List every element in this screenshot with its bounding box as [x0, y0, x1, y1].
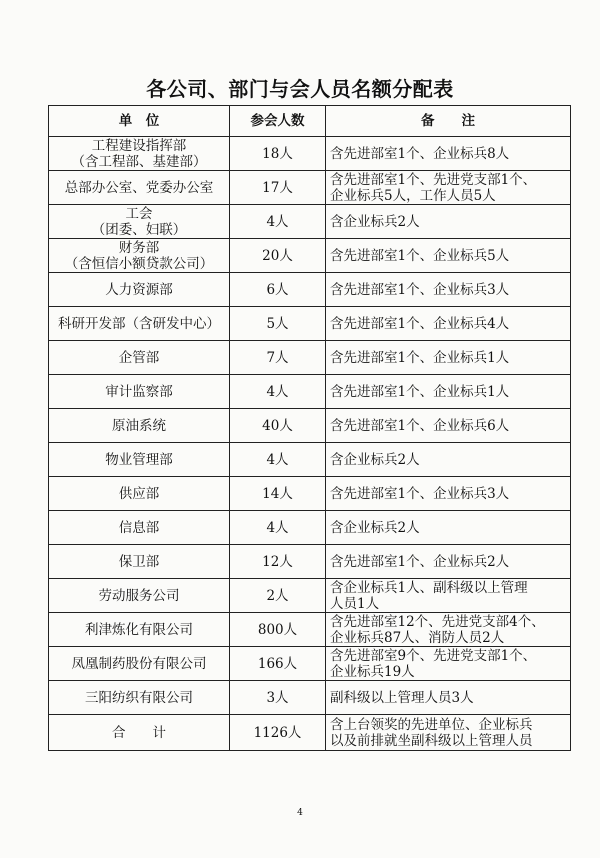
count-cell: 800人: [230, 613, 326, 647]
count-cell: 166人: [230, 647, 326, 681]
note-cell-line: 含先进部室1个、企业标兵1人: [330, 383, 510, 400]
unit-cell: [49, 477, 230, 511]
note-cell-line: 企业标兵19人: [330, 663, 415, 680]
unit-cell: [49, 239, 230, 273]
count-cell: 20人: [230, 239, 326, 273]
note-cell: [326, 137, 571, 171]
table-row: [49, 579, 571, 613]
total-note: [326, 715, 571, 751]
count-cell: 7人: [230, 341, 326, 375]
count-cell: 14人: [230, 477, 326, 511]
note-cell-line: 含先进部室1个、先进党支部1个、: [330, 171, 537, 188]
note-cell: [326, 273, 571, 307]
unit-cell-line: （含恒信小额贷款公司）: [64, 255, 214, 272]
table-row: [49, 511, 571, 545]
table-body: [49, 137, 571, 751]
unit-cell: [49, 375, 230, 409]
unit-cell: [49, 171, 230, 205]
unit-cell-line: 企管部: [118, 349, 160, 366]
table-row: [49, 239, 571, 273]
unit-cell-line: 总部办公室、党委办公室: [64, 179, 214, 196]
unit-cell-line: 凤凰制药股份有限公司: [71, 655, 207, 672]
count-cell: 4人: [230, 375, 326, 409]
unit-cell: [49, 613, 230, 647]
table-row: [49, 205, 571, 239]
unit-cell: [49, 307, 230, 341]
note-cell: [326, 341, 571, 375]
header-count: 参会人数: [230, 106, 326, 137]
unit-cell-line: 人力资源部: [105, 281, 173, 298]
count-cell: 12人: [230, 545, 326, 579]
note-cell-line: 含先进部室1个、企业标兵2人: [330, 553, 510, 570]
count-cell: 3人: [230, 681, 326, 715]
table-row: [49, 273, 571, 307]
unit-cell-line: 利津炼化有限公司: [85, 621, 193, 638]
unit-cell: [49, 443, 230, 477]
table-row: [49, 341, 571, 375]
unit-cell: [49, 137, 230, 171]
total-note-line: 含上台领奖的先进单位、企业标兵: [330, 716, 533, 733]
note-cell: [326, 307, 571, 341]
table-row: [49, 443, 571, 477]
note-cell: [326, 681, 571, 715]
note-cell: [326, 239, 571, 273]
unit-cell: [49, 545, 230, 579]
note-cell: [326, 647, 571, 681]
note-cell: [326, 511, 571, 545]
table-row: [49, 613, 571, 647]
header-row: [49, 106, 571, 137]
note-cell-line: 含先进部室1个、企业标兵3人: [330, 485, 510, 502]
unit-cell: [49, 647, 230, 681]
unit-cell-line: 原油系统: [112, 417, 166, 434]
unit-cell-line: （团委、妇联）: [91, 221, 187, 238]
page-number: 4: [297, 808, 303, 818]
note-cell: [326, 375, 571, 409]
unit-cell: [49, 409, 230, 443]
unit-cell-line: 劳动服务公司: [98, 587, 180, 604]
note-cell: [326, 477, 571, 511]
table-row: [49, 681, 571, 715]
unit-cell-line: 工程建设指挥部: [91, 137, 187, 154]
note-cell-line: 含先进部室1个、企业标兵1人: [330, 349, 510, 366]
note-cell-line: 含先进部室1个、企业标兵5人: [330, 247, 510, 264]
note-cell-line: 企业标兵5人，工作人员5人: [330, 187, 496, 204]
note-cell: [326, 545, 571, 579]
note-cell-line: 含企业标兵2人: [330, 451, 420, 468]
unit-cell: [49, 511, 230, 545]
total-row: [49, 715, 571, 751]
header-note: 备 注: [326, 106, 571, 137]
unit-cell: [49, 681, 230, 715]
note-cell-line: 含先进部室1个、企业标兵6人: [330, 417, 510, 434]
unit-cell-line: 财务部: [118, 239, 160, 256]
count-cell: 4人: [230, 205, 326, 239]
note-cell-line: 含企业标兵2人: [330, 519, 420, 536]
unit-cell-line: 三阳纺织有限公司: [85, 689, 193, 706]
note-cell: [326, 579, 571, 613]
total-label: 合 计: [49, 715, 230, 751]
unit-cell-line: 保卫部: [118, 553, 160, 570]
table-row: [49, 545, 571, 579]
unit-cell-line: 工会: [125, 205, 153, 222]
count-cell: 4人: [230, 511, 326, 545]
unit-cell-line: 物业管理部: [105, 451, 173, 468]
unit-cell-line: （含工程部、基建部）: [71, 153, 207, 170]
count-cell: 4人: [230, 443, 326, 477]
count-cell: 17人: [230, 171, 326, 205]
note-cell-line: 含先进部室12个、先进党支部4个、: [330, 613, 545, 630]
table-row: [49, 409, 571, 443]
note-cell-line: 含先进部室1个、企业标兵4人: [330, 315, 510, 332]
table-row: [49, 307, 571, 341]
header-unit: 单 位: [49, 106, 230, 137]
note-cell-line: 含企业标兵1人、副科级以上管理: [330, 579, 528, 596]
note-cell-line: 含先进部室1个、企业标兵3人: [330, 281, 510, 298]
note-cell: [326, 613, 571, 647]
table-row: [49, 477, 571, 511]
count-cell: 6人: [230, 273, 326, 307]
count-cell: 5人: [230, 307, 326, 341]
count-cell: 2人: [230, 579, 326, 613]
unit-cell-line: 科研开发部（含研发中心）: [58, 315, 220, 332]
note-cell-line: 企业标兵87人、消防人员2人: [330, 629, 505, 646]
table-row: [49, 137, 571, 171]
note-cell-line: 副科级以上管理人员3人: [330, 689, 474, 706]
unit-cell: [49, 205, 230, 239]
note-cell: [326, 443, 571, 477]
note-cell-line: 含先进部室9个、先进党支部1个、: [330, 647, 537, 664]
unit-cell-line: 审计监察部: [105, 383, 173, 400]
note-cell: [326, 409, 571, 443]
unit-cell: [49, 579, 230, 613]
note-cell-line: 含企业标兵2人: [330, 213, 420, 230]
count-cell: 18人: [230, 137, 326, 171]
note-cell: [326, 171, 571, 205]
total-note-line: 以及前排就坐副科级以上管理人员: [330, 732, 533, 749]
note-cell-line: 人员1人: [330, 595, 380, 612]
note-cell: [326, 205, 571, 239]
note-cell-line: 含先进部室1个、企业标兵8人: [330, 145, 510, 162]
unit-cell-line: 供应部: [118, 485, 160, 502]
unit-cell: [49, 341, 230, 375]
table-title: 各公司、部门与会人员名额分配表: [146, 77, 454, 101]
table-row: [49, 171, 571, 205]
table-row: [49, 647, 571, 681]
unit-cell: [49, 273, 230, 307]
table-row: [49, 375, 571, 409]
unit-cell-line: 信息部: [118, 519, 160, 536]
count-cell: 40人: [230, 409, 326, 443]
total-count: 1126人: [230, 715, 326, 751]
allocation-table: [48, 105, 571, 751]
